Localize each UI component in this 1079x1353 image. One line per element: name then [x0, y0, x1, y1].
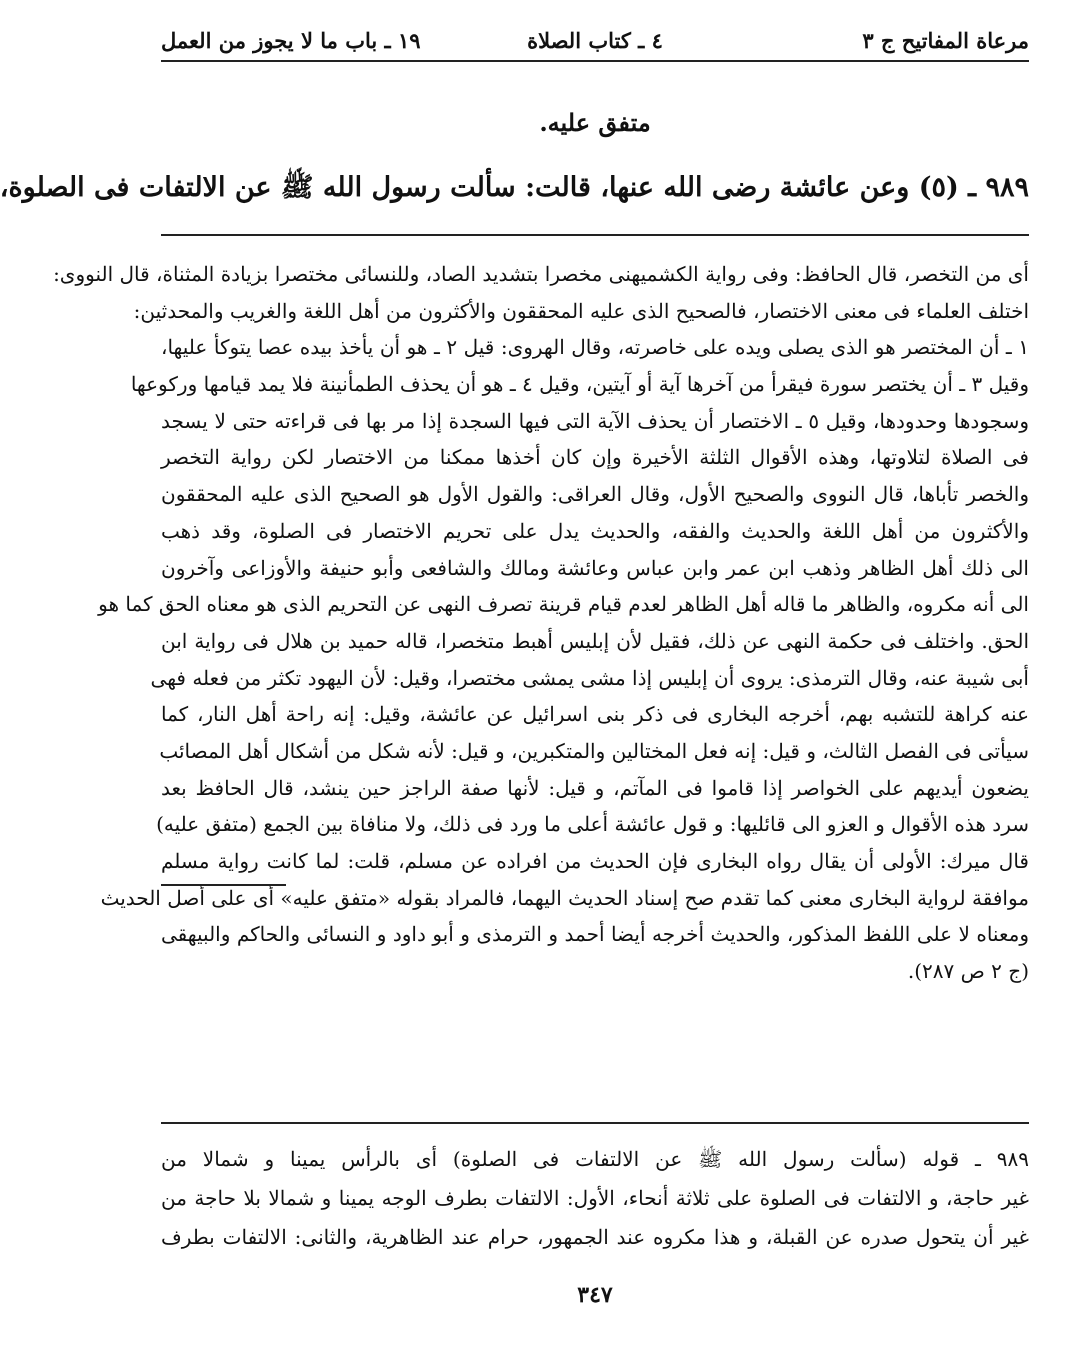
commentary-block [53, 256, 1030, 990]
header-section: ١٩ ـ باب ما لا يجوز من العمل [161, 28, 421, 53]
commentary-line: (ج ٢ ص ٢٨٧). [907, 959, 1029, 984]
commentary-line: غير أن يتحول صدره عن القبلة، و هذا مكروه عند الجمهور، حرام عند الظاهرية، والثانى: الالتفات بطرف [161, 1225, 1029, 1249]
commentary-line: اختلف العلماء فى معنى الاختصار، فالصحيح الذى عليه المحققون والأكثرون من أهل اللغة والغريب والمحدثين: [133, 298, 1029, 323]
header-chapter: ٤ ـ كتاب الصلاة [527, 28, 663, 53]
header-divider [161, 60, 1029, 62]
commentary-line: قال ميرك: الأولى أن يقال رواه البخارى فإن الحديث من افراده عن مسلم، قلت: لما كانت رواية مسلم [161, 849, 1029, 873]
commentary-line: وقيل ٣ ـ أن يختصر سورة فيقرأ من آخرها آية أو آيتين، وقيل ٤ ـ هو أن يحذف الطمأنينة فلا يمد قيامها وركوعها [130, 372, 1029, 397]
commentary-line: أبى شيبة عنه، وقال الترمذى: يروى أن إبليس إذا مشى يمشى مختصرا، وقيل: لأن اليهود تكثر من فعله فهى [150, 665, 1029, 690]
commentary-line: فى الصلاة لتلاوتها، وهذه الأقوال الثلثة الأخيرة وإن كان أخذها ممكنا من الاختصار لكن رواية التخصر [161, 445, 1029, 470]
commentary-block-2 [161, 1140, 1029, 1257]
commentary-line: سيأتى فى الفصل الثالث، و قيل: إنه فعل المختالين والمتكبرين، و قيل: لأنه شكل من أشكال أهل المصائب [159, 738, 1029, 763]
commentary-line: غير حاجة، و الالتفات فى الصلوة على ثلاثة أنحاء، الأول: الالتفات بطرف الوجه يمينا و شمالا بلا حاجة من [161, 1186, 1029, 1210]
commentary-line: الى أنه مكروه، والظاهر ما قاله أهل الظاهر لعدم قيام قرينة تصرف النهى عن التحريم الذى هو معناه الحق كما هو [98, 592, 1029, 617]
book-page [0, 20, 1030, 1340]
header-book-volume: مرعاة المفاتيح ج ٣ [862, 28, 1029, 53]
note-separator [161, 884, 286, 886]
commentary-line: موافقة لرواية البخارى معنى كما تقدم صح إسناد الحديث اليهما، فالمراد بقوله «متفق عليه» أى على أصل الحديث [100, 885, 1029, 910]
commentary-line: ١ ـ أن المختصر هو الذى يصلى ويده على خاصرته، وقال الهروى: قيل ٢ ـ هو أن يأخذ بيده عصا يتوكأ عليها، [161, 335, 1030, 360]
main-text-divider [161, 234, 1029, 236]
commentary-line: والخصر تأباها، قال النووى والصحيح الأول، وقال العراقى: والقول الأول هو الصحيح الذى عليه المحققون [161, 482, 1029, 507]
commentary-line: والأكثرون من أهل اللغة والحديث والفقه، والحديث يدل على تحريم الاختصار فى الصلوة، وقد ذهب [161, 518, 1029, 543]
running-header [161, 28, 1029, 58]
commentary-line: الحق. واختلف فى حكمة النهى عن ذلك، فقيل لأن إبليس أهبط متخصرا، قاله حميد بن هلال فى رواية ابن [161, 628, 1029, 653]
hadith-text: ٩٨٩ ـ (٥) وعن عائشة رضى الله عنها، قالت: سألت رسول الله ﷺ عن الالتفات فى الصلوة، [0, 172, 1029, 203]
commentary-line: وسجودها وحدودها، وقيل ٥ ـ الاختصار أن يحذف الآية التى فيها السجدة إذا مر بها فى قراءته حتى لا يسجد [161, 408, 1029, 433]
commentary-divider [161, 1122, 1029, 1124]
commentary-line: عنه كراهة للتشبه بهم، أخرجه البخارى فى ذكر بنى اسرائيل عن عائشة، وقيل: إنه راحة أهل النار، كما [161, 702, 1029, 727]
agreed-upon-note: متفق عليه. [539, 108, 651, 137]
commentary-line: ومعناه لا على اللفظ المذكور، والحديث أخرجه أيضا أحمد و الترمذى و أبو داود و النسائى والحاكم والبيهقى [161, 922, 1029, 947]
commentary-line: الى ذلك أهل الظاهر وذهب ابن عمر وابن عباس وعائشة ومالك والشافعى وأبو حنيفة والأوزاعى وآخرون [161, 555, 1029, 580]
commentary-line: سرد هذه الأقوال و العزو الى قائليها: و قول عائشة أعلى ما ورد فى ذلك، ولا منافاة بين الجمع (متفق عليه) [156, 812, 1029, 837]
commentary-line: أى من التخصر، قال الحافظ: وفى رواية الكشميهنى مخصرا بتشديد الصاد، وللنسائى مختصرا بزيادة المثناة، قال النووى: [53, 262, 1029, 286]
commentary-line: ٩٨٩ ـ قوله (سألت رسول الله ﷺ عن الالتفات فى الصلوة) أى بالرأس يمينا و شمالا من [161, 1147, 1029, 1171]
page-number: ٣٤٧ [577, 1282, 613, 1308]
commentary-line: يضعون أيديهم على الخواصر إذا قاموا فى المآتم، و قيل: لأنها صفة الراجز حين ينشد، قال الحافظ بعد [161, 775, 1029, 800]
